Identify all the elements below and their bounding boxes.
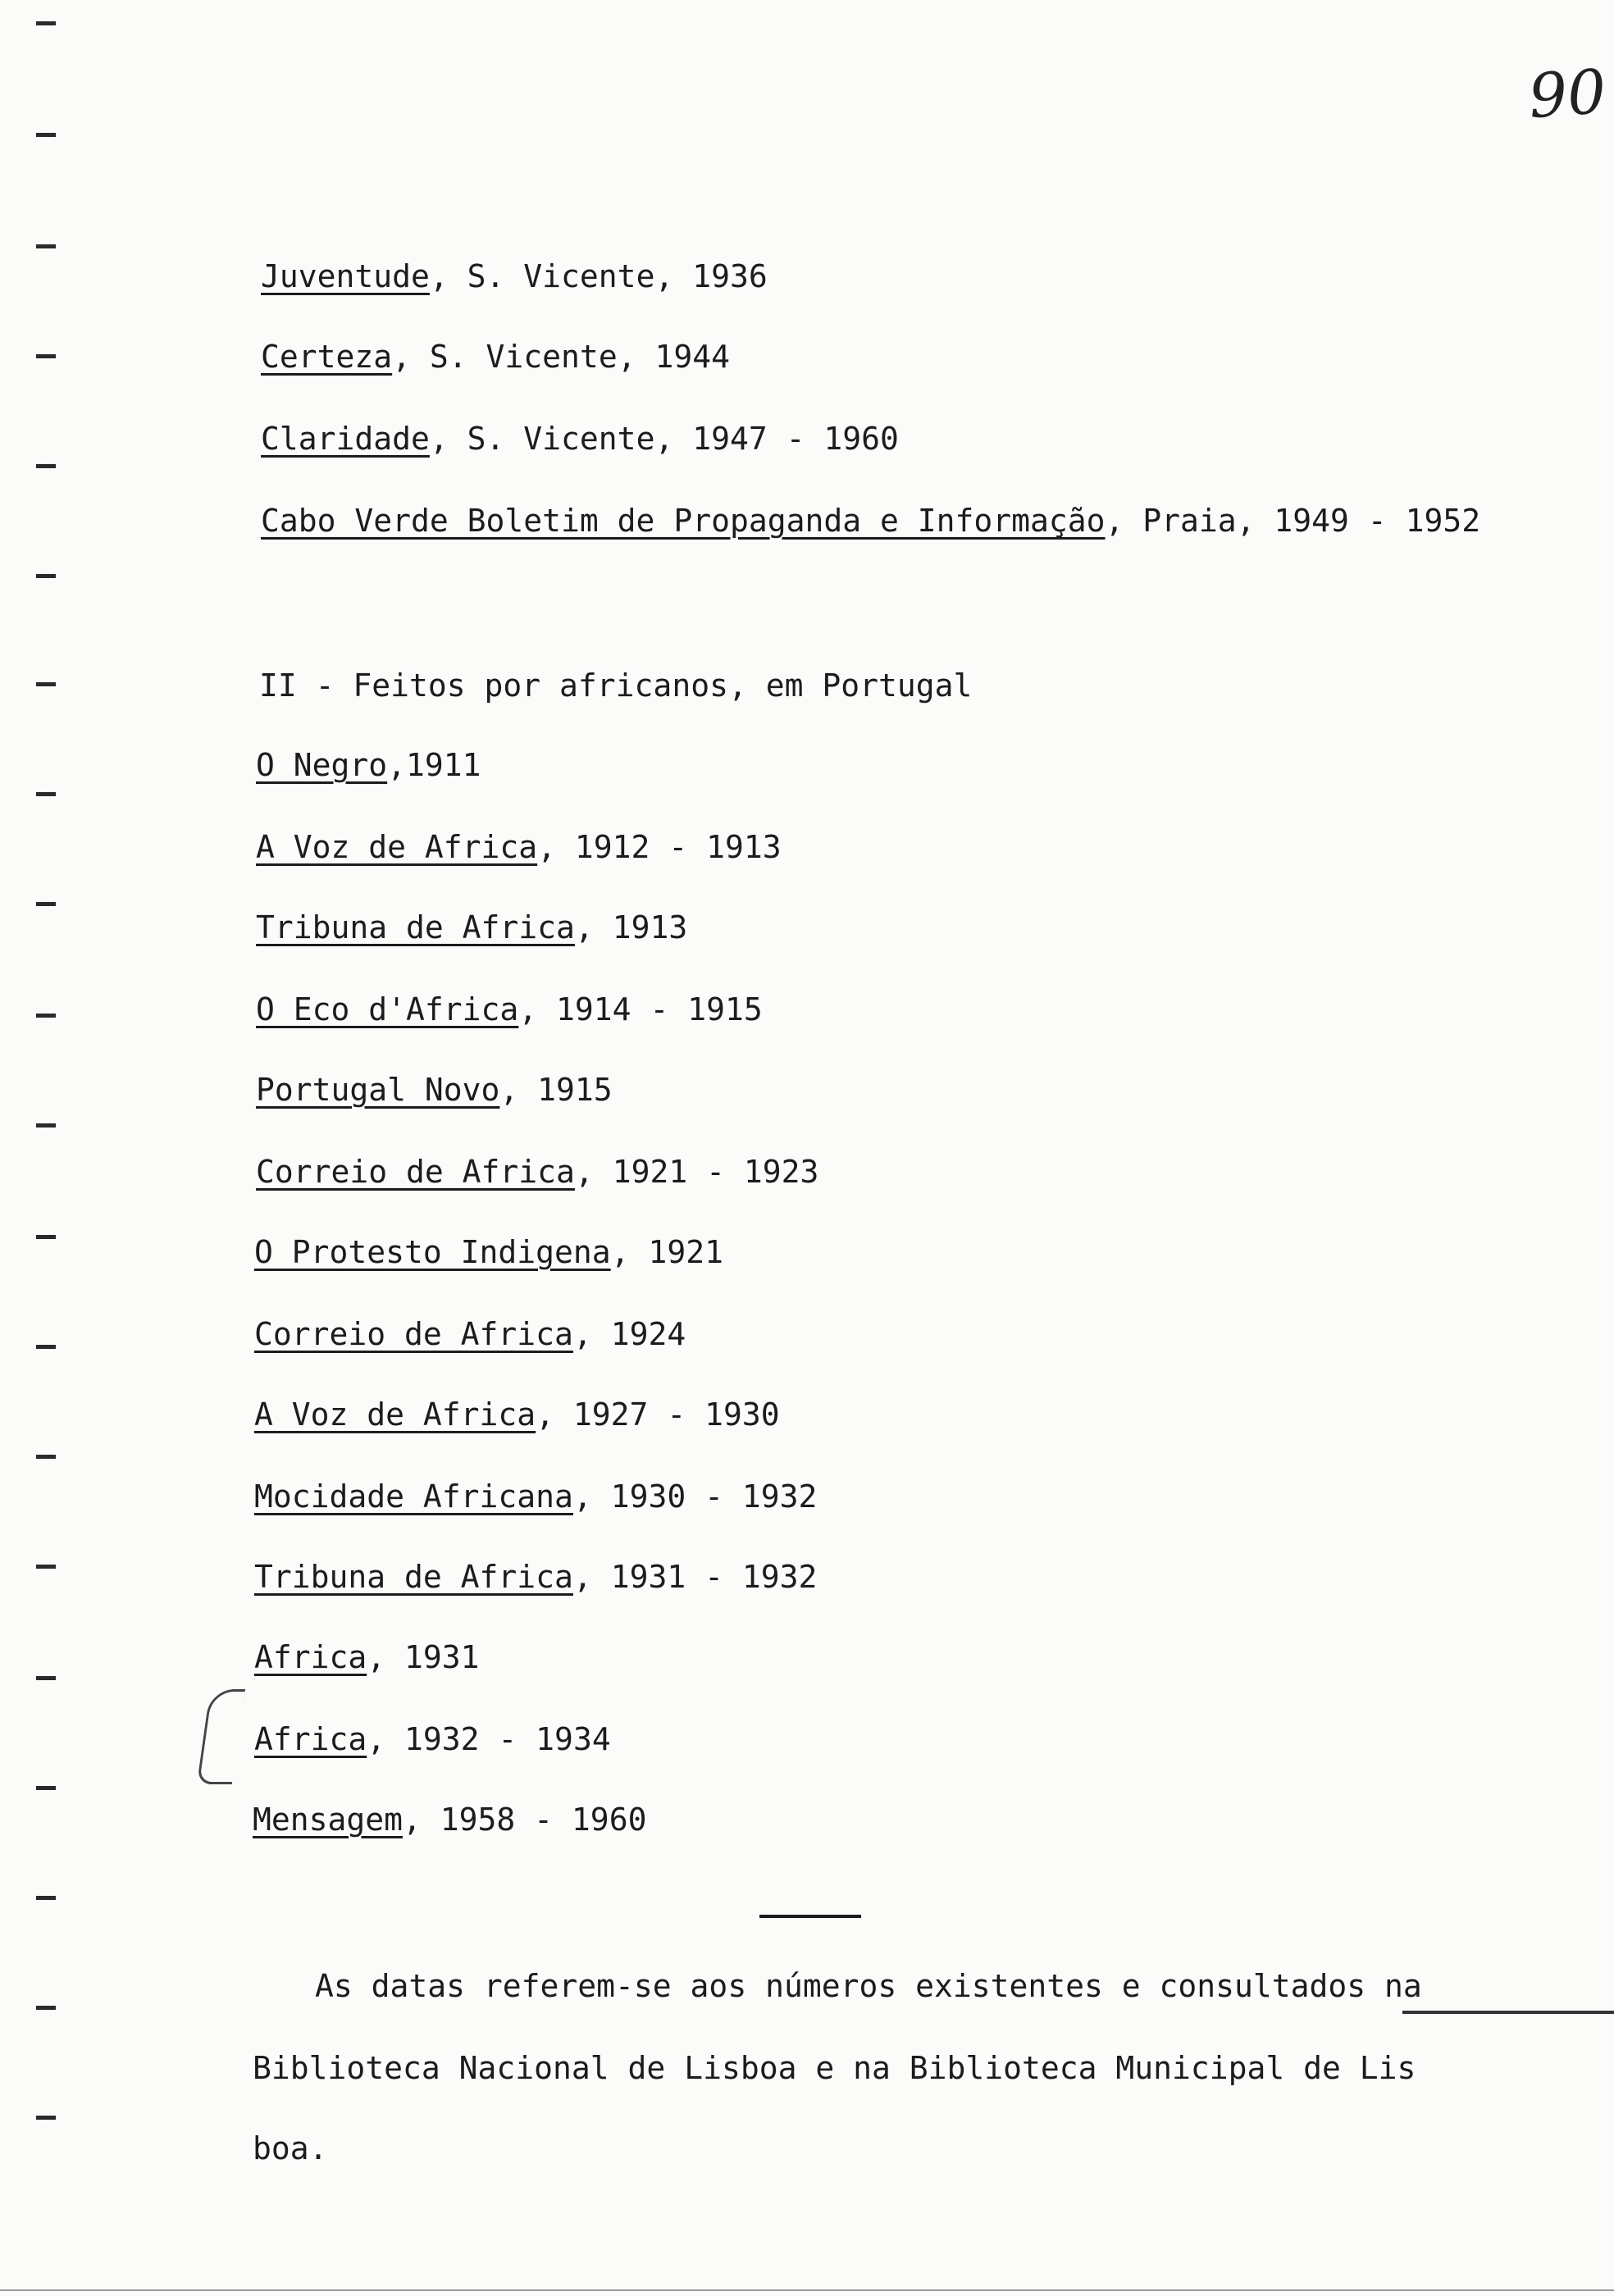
entry-title: A Voz de Africa: [254, 1396, 536, 1433]
entry-details: , 1932 - 1934: [367, 1721, 611, 1757]
entry-details: , 1912 - 1913: [537, 829, 782, 865]
margin-mark: [36, 1455, 56, 1459]
entry-details: , S. Vicente, 1944: [392, 339, 730, 375]
entry-line: [254, 1234, 723, 1270]
entry-details: , 1930 - 1932: [572, 1478, 818, 1515]
note-line-1: As datas referem-se aos números existentes e consultados na: [315, 1968, 1422, 2004]
entry-title: Portugal Novo: [256, 1072, 500, 1108]
entry-line: [261, 339, 730, 375]
margin-mark: [36, 792, 56, 796]
entry-title: Africa: [254, 1721, 367, 1757]
separator-rule: [759, 1915, 861, 1918]
entry-title: Mensagem: [253, 1802, 404, 1838]
entry-details: , 1921: [610, 1234, 723, 1270]
entry-details: , 1927 - 1930: [536, 1396, 780, 1433]
entry-title: Mocidade Africana: [254, 1478, 573, 1515]
page-edge-line: [0, 2289, 1614, 2291]
margin-rule: [1402, 2011, 1614, 2014]
margin-mark: [36, 464, 56, 468]
entry-title: Certeza: [261, 339, 393, 375]
entry-line: [253, 1802, 647, 1838]
margin-mark: [36, 244, 56, 248]
entry-title: Cabo Verde Boletim de Propaganda e Informação: [261, 503, 1106, 539]
entry-details: , 1915: [499, 1072, 613, 1108]
entry-line: [261, 421, 899, 457]
margin-mark: [36, 354, 56, 358]
entry-title: Correio de Africa: [256, 1154, 575, 1190]
entry-title: Africa: [254, 1639, 367, 1675]
note-line-3: boa.: [253, 2130, 328, 2166]
entry-details: , Praia, 1949 - 1952: [1105, 503, 1481, 539]
entry-title: A Voz de Africa: [256, 829, 538, 865]
margin-mark: [36, 1014, 56, 1018]
margin-mark: [36, 21, 56, 25]
margin-mark: [36, 1123, 56, 1128]
margin-mark: [36, 2006, 56, 2010]
margin-mark: [36, 1676, 56, 1680]
entry-line: [256, 991, 763, 1027]
handwritten-bracket: [197, 1689, 245, 1784]
margin-mark: [36, 1235, 56, 1239]
entry-details: , 1914 - 1915: [518, 991, 763, 1027]
entry-details: , S. Vicente, 1947 - 1960: [429, 421, 899, 457]
entry-line: [254, 1396, 780, 1433]
entry-line: [254, 1478, 818, 1515]
entry-line: [254, 1316, 686, 1352]
entry-line: [254, 1721, 611, 1757]
note-line-2: Biblioteca Nacional de Lisboa e na Biblioteca Municipal de Lis: [253, 2050, 1416, 2086]
entry-line: [261, 258, 768, 294]
margin-mark: [36, 574, 56, 578]
entry-line: [256, 909, 688, 945]
entry-line: [254, 1559, 818, 1595]
margin-mark: [36, 902, 56, 906]
entry-title: Juventude: [261, 258, 430, 294]
margin-mark: [36, 1896, 56, 1900]
entry-details: ,1911: [387, 747, 481, 783]
entry-details: , 1958 - 1960: [403, 1802, 647, 1838]
margin-mark: [36, 2116, 56, 2120]
margin-mark: [36, 1565, 56, 1569]
entry-details: , 1921 - 1923: [574, 1154, 819, 1190]
entry-title: O Eco d'Africa: [256, 991, 519, 1027]
entry-title: O Negro: [256, 747, 388, 783]
page-number: 90: [1526, 56, 1609, 133]
entry-line: [256, 831, 782, 863]
entry-title: Correio de Africa: [254, 1316, 573, 1352]
margin-mark: [36, 682, 56, 686]
entry-title: Tribuna de Africa: [254, 1559, 573, 1595]
entry-title: Tribuna de Africa: [256, 909, 575, 945]
entry-details: , 1931: [367, 1639, 480, 1675]
entry-line: [256, 1154, 819, 1190]
entry-title: O Protesto Indigena: [254, 1234, 611, 1270]
margin-mark: [36, 1345, 56, 1349]
margin-mark: [36, 133, 56, 137]
entry-details: , S. Vicente, 1936: [429, 258, 768, 294]
entry-details: , 1924: [572, 1316, 686, 1352]
entry-line: [261, 503, 1481, 539]
entry-details: , 1931 - 1932: [572, 1559, 818, 1595]
margin-mark: [36, 1786, 56, 1790]
entry-line: [254, 1639, 480, 1675]
entry-line: [256, 1072, 613, 1108]
entry-details: , 1913: [574, 909, 688, 945]
section-heading: II - Feitos por africanos, em Portugal: [259, 667, 973, 704]
entry-title: Claridade: [261, 421, 430, 457]
entry-line: [256, 749, 481, 781]
